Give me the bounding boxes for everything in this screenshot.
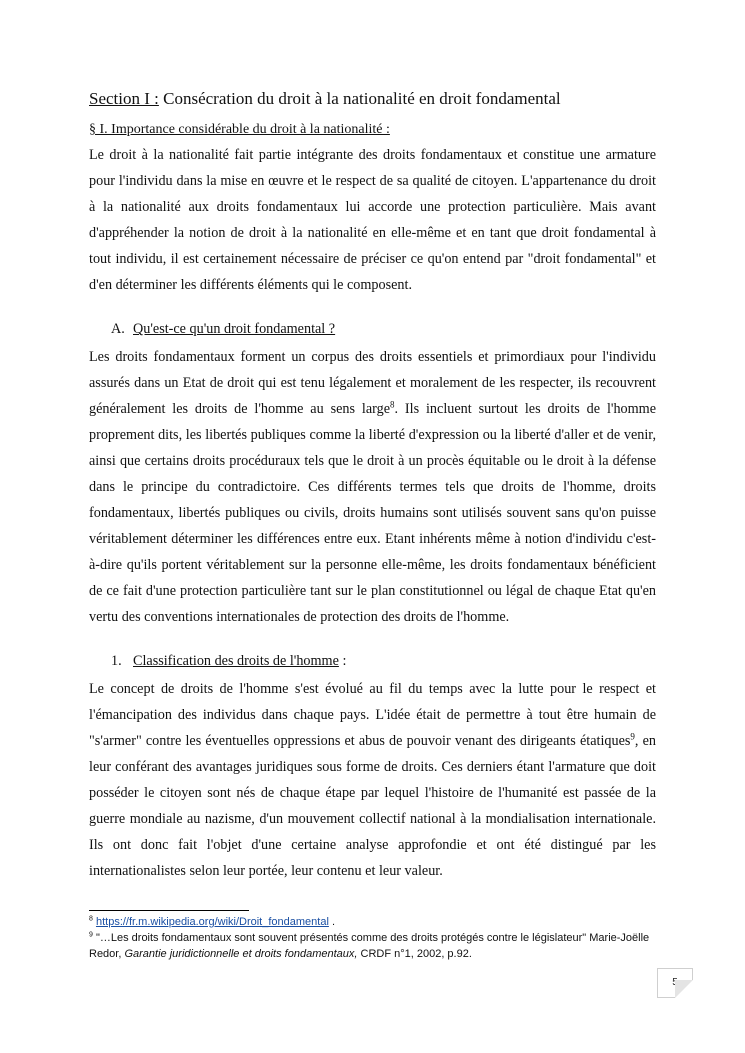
page-number-box [657,968,693,998]
subsection-a-title: Qu'est-ce qu'un droit fondamental ? [133,321,336,338]
subsection-a-text [89,345,656,630]
subsection-1-title: Classification des droits de l'homme [133,653,339,670]
footnote-8 [89,914,656,930]
subsection-a-heading [89,318,656,340]
subsection-a-text-part1: Les droits fondamentaux forment un corpus des droits essentiels et primordiaux pour l'individu assurés dans un Etat de droit qui est tenu légalement et moralement de les respecter, ils recouvrent généralement les droits de l'homme au sens large [89,349,656,418]
subsection-a-text-part2: . Ils incluent surtout les droits de l'homme proprement dits, les libertés publiques comme la liberté d'expression ou la liberté d'aller et de venir, ainsi que certains droits procéduraux tels que le droit à un procès équitable ou le droit à la défense dans le principe du contradictoire. Ces différents termes tels que droits de l'homme, droits fondamentaux, libertés publiques ou civils, droits humains sont utilisés souvent sans qu'on puisse véritablement déterminer les différences entre eux. Etant inhérents même à notion d'individu c'est-à-dire qu'ils portent véritablement sur la personne elle-même, les droits fondamentaux bénéficient de ce fait d'une protection particulière tant sur le plan constitutionnel ou légal de chaque Etat qu'en vertu des conventions internationales de protection des droits de l'homme. [89,401,656,625]
footnote-separator [89,910,249,911]
section-title: Consécration du droit à la nationalité en droit fondamental [158,89,561,108]
footnote-ref-8[interactable]: 8 [390,399,395,410]
page-number: 5 [672,977,678,988]
footnote-9 [89,930,656,962]
paragraph-intro-text: Le droit à la nationalité fait partie intégrante des droits fondamentaux et constitue une armature pour l'individu dans la mise en œuvre et le respect de sa qualité de citoyen. L'appartenance du droit à la nationalité aux droits fondamentaux lui accorde une protection particulière. Mais avant d'appréhender la notion de droit à la nationalité en elle-même et en tant que droit fondamental à tout individu, il est certainement nécessaire de préciser ce qu'on entend par "droit fondamental" et d'en déterminer les différents éléments qui le composent. [89,147,656,293]
footnote-9-italic-title: Garantie juridictionnelle et droits fondamentaux, [124,948,358,960]
footnotes [89,914,656,962]
subsection-1-text-part1: Le concept de droits de l'homme s'est évolué au fil du temps avec la lutte pour le respect et l'émancipation des individus dans chaque pays. L'idée était de permettre à tout être humain de "s'armer" contre les éventuelles oppressions et abus de pouvoir venant des dirigeants étatiques [89,681,656,750]
footnote-ref-9[interactable]: 9 [630,731,635,742]
footnote-8-after: . [328,916,336,928]
subsection-1-heading [89,650,656,672]
page-fold-corner-icon [675,980,693,998]
subsection-a-label: A. [111,321,125,338]
section-label: Section I : [89,89,159,108]
footnote-9-number: 9 [89,931,93,939]
footnote-8-link[interactable]: https://fr.m.wikipedia.org/wiki/Droit_fondamental [95,916,329,928]
page-content [89,88,656,885]
paragraph-heading [89,120,656,140]
subsection-1-colon: : [338,653,347,670]
subsection-1-label: 1. [111,653,122,670]
footnote-8-number: 8 [89,915,93,923]
subsection-1-text [89,677,656,884]
subsection-1-text-part2: , en leur conférant des avantages juridiques sous forme de droits. Ces derniers étant l'armature que doit posséder le citoyen sont nés de chaque étape par lequel l'histoire de l'humanité est passée de la guerre mondiale au nazisme, d'un mouvement collectif national à la mondialisation internationale. Ils ont donc fait l'objet d'une certaine analyse approfondie et ont été distingué par les internationalistes selon leur portée, leur contenu et leur valeur. [89,733,656,879]
section-heading [89,88,656,110]
footnote-9-after: CRDF n°1, 2002, p.92. [357,948,472,960]
paragraph-heading-text: § I. Importance considérable du droit à la nationalité : [89,122,390,137]
footnote-9-text: "…Les droits fondamentaux sont souvent présentés comme des droits protégés contre le législateur" Marie-Joëlle Redor, [89,932,650,960]
